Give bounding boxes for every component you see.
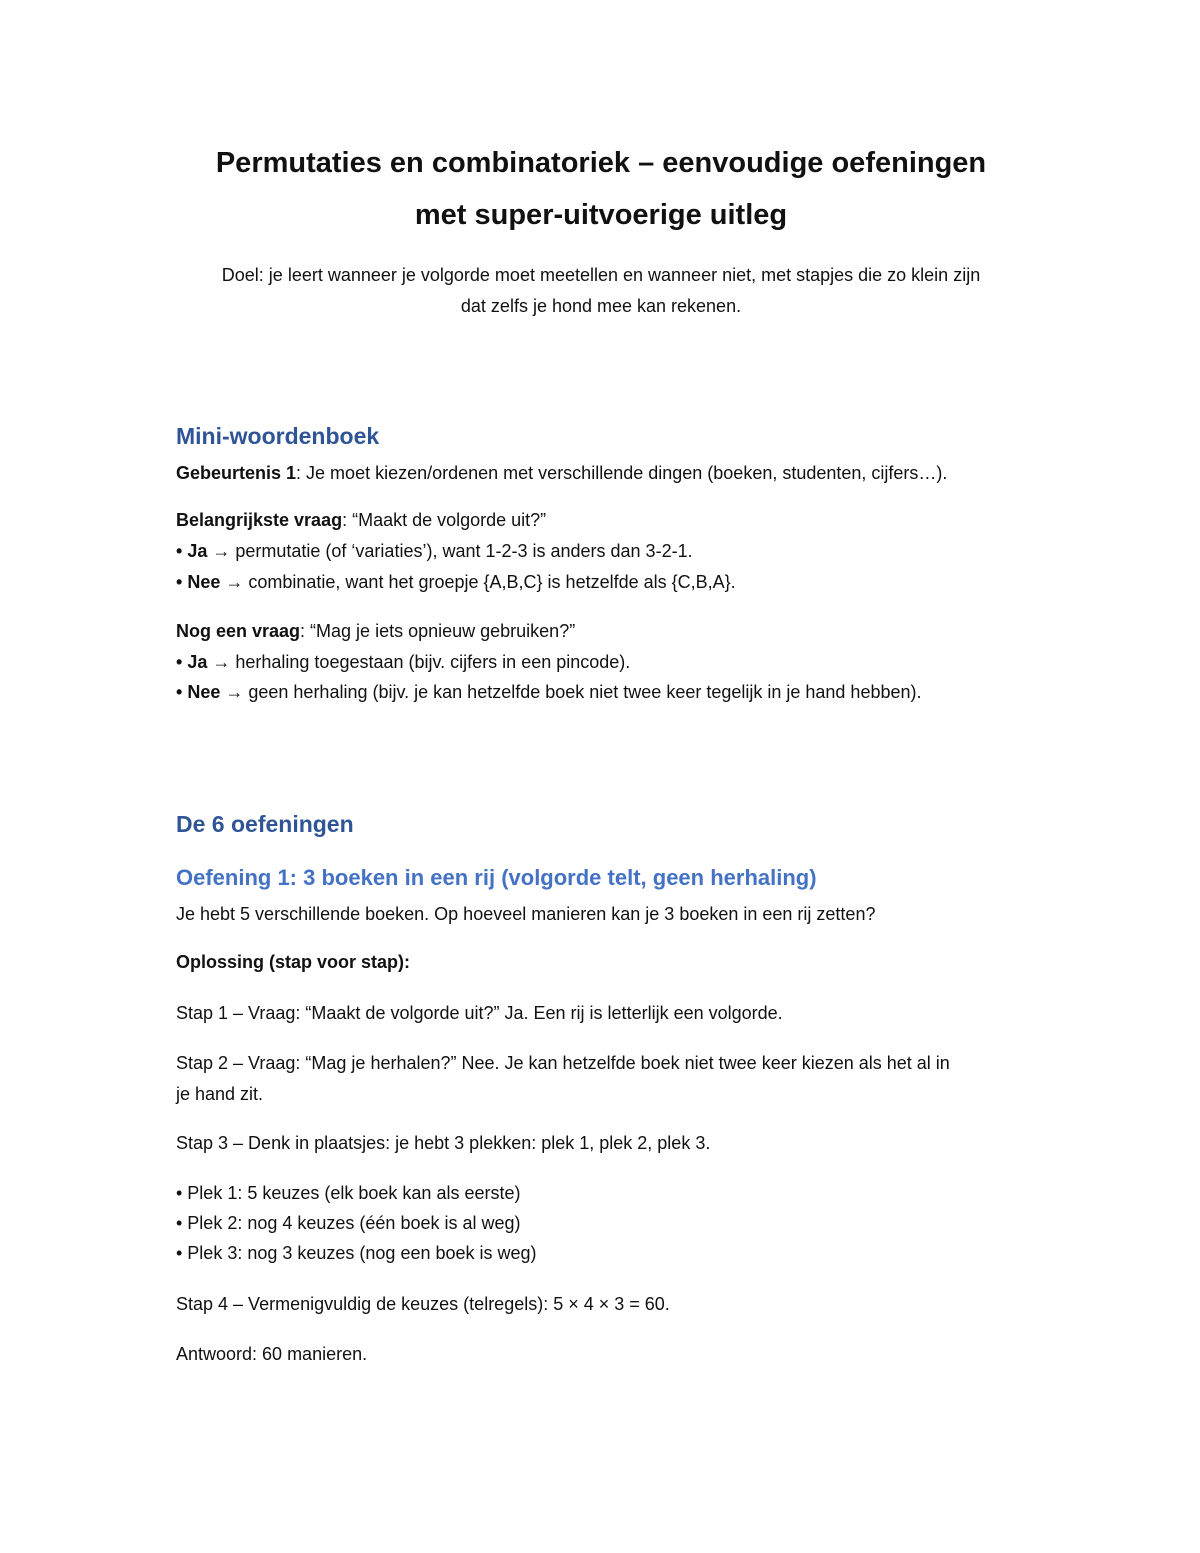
vraag1-ja-line: [176, 539, 1026, 563]
intro-line-1: Doel: je leert wanneer je volgorde moet meetellen en wanneer niet, met stapjes die zo klein zijn: [221, 265, 981, 285]
vraag2-ja-text: herhaling toegestaan (bijv. cijfers in een pincode).: [230, 652, 631, 672]
vraag1-line: [176, 508, 1026, 532]
oef1-stap4: Stap 4 – Vermenigvuldig de keuzes (telregels): 5 × 4 × 3 = 60.: [176, 1294, 670, 1314]
vraag1-ja-text: permutatie (of ‘variaties’), want 1-2-3 is anders dan 3-2-1.: [230, 541, 693, 561]
gebeurtenis-label: Gebeurtenis 1: [176, 463, 297, 483]
vraag2-label: Nog een vraag: [176, 621, 301, 641]
oef1-stap1: Stap 1 – Vraag: “Maakt de volgorde uit?” Ja. Een rij is letterlijk een volgorde.: [176, 1003, 783, 1023]
oef1-plek2: • Plek 2: nog 4 keuzes (één boek is al weg): [176, 1213, 521, 1233]
oef1-antwoord: Antwoord: 60 manieren.: [176, 1344, 368, 1364]
vraag1-ja-label: Ja: [187, 541, 208, 561]
heading-oefening-1: Oefening 1: 3 boeken in een rij (volgorde telt, geen herhaling): [176, 865, 817, 890]
vraag2-nee-label: Nee: [187, 682, 221, 702]
vraag2-nee-text: geen herhaling (bijv. je kan hetzelfde boek niet twee keer tegelijk in je hand hebben).: [243, 682, 922, 702]
vraag2-ja-label: Ja: [187, 652, 208, 672]
bullet-icon: •: [176, 572, 183, 592]
arrow-right-icon: →: [212, 541, 231, 561]
vraag1-nee-text: combinatie, want het groepje {A,B,C} is hetzelfde als {C,B,A}.: [243, 572, 736, 592]
bullet-icon: •: [176, 682, 183, 702]
bullet-icon: •: [176, 652, 183, 672]
arrow-right-icon: →: [212, 652, 231, 672]
document-title-line-2: met super-uitvoerige uitleg: [414, 199, 788, 231]
arrow-right-icon: →: [225, 572, 244, 592]
oef1-stap2-line-2: je hand zit.: [176, 1084, 264, 1104]
heading-de-6-oefeningen: De 6 oefeningen: [176, 811, 354, 837]
heading-mini-woordenboek: Mini-woordenboek: [176, 423, 380, 449]
intro-line-2: dat zelfs je hond mee kan rekenen.: [460, 296, 742, 316]
vraag2-line: [176, 619, 1026, 643]
oef1-stap2-line-1: Stap 2 – Vraag: “Mag je herhalen?” Nee. Je kan hetzelfde boek niet twee keer kiezen als het al in: [176, 1053, 950, 1073]
oef1-plek3: • Plek 3: nog 3 keuzes (nog een boek is weg): [176, 1243, 537, 1263]
gebeurtenis-line: [176, 461, 1026, 485]
document-title-line-1: Permutaties en combinatoriek – eenvoudige oefeningen: [215, 147, 987, 179]
vraag1-label: Belangrijkste vraag: [176, 510, 343, 530]
vraag2-text: : “Mag je iets opnieuw gebruiken?”: [300, 621, 576, 641]
oef1-question: Je hebt 5 verschillende boeken. Op hoeveel manieren kan je 3 boeken in een rij zetten?: [176, 904, 876, 924]
oef1-plek1: • Plek 1: 5 keuzes (elk boek kan als eerste): [176, 1183, 521, 1203]
vraag1-nee-label: Nee: [187, 572, 221, 592]
bullet-icon: •: [176, 541, 183, 561]
oef1-stap3: Stap 3 – Denk in plaatsjes: je hebt 3 plekken: plek 1, plek 2, plek 3.: [176, 1133, 711, 1153]
vraag2-ja-line: [176, 650, 1026, 674]
arrow-right-icon: →: [225, 682, 244, 702]
oef1-oplossing-label: Oplossing (stap voor stap):: [176, 952, 411, 972]
vraag1-text: : “Maakt de volgorde uit?”: [342, 510, 547, 530]
gebeurtenis-text: : Je moet kiezen/ordenen met verschillende dingen (boeken, studenten, cijfers…).: [296, 463, 948, 483]
vraag2-nee-line: [176, 680, 1026, 704]
vraag1-nee-line: [176, 570, 1026, 594]
